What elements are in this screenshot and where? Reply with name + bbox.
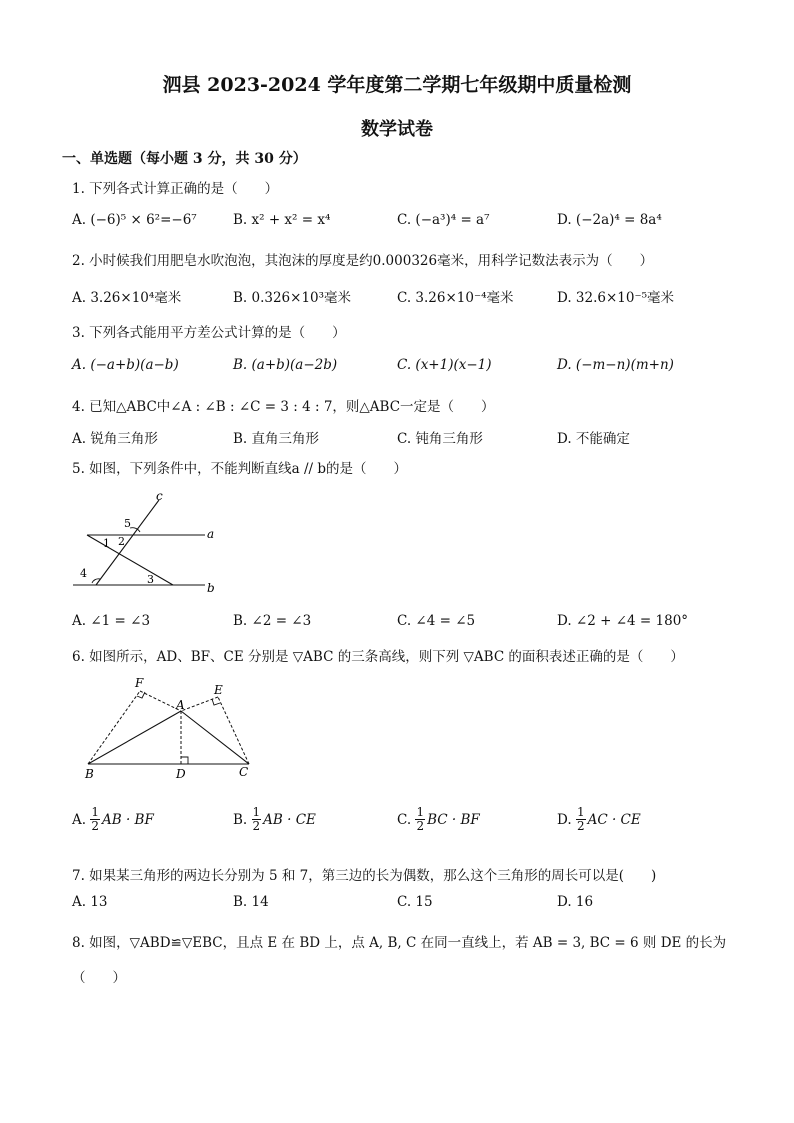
q4-option-d: D. 不能确定: [557, 431, 630, 447]
q6-option-a: [72, 806, 154, 833]
q6-option-d: [557, 806, 641, 833]
q6-option-d-letter: D.: [557, 811, 572, 828]
q3-option-c: C. (x+1)(x−1): [397, 357, 492, 373]
q2-option-b: B. 0.326×10³毫米: [233, 290, 352, 306]
label-c: C: [239, 765, 249, 779]
label-a: a: [207, 527, 215, 541]
frac-num: 1: [416, 805, 425, 819]
half-fraction: [90, 806, 100, 833]
label-d: D: [176, 767, 186, 781]
question-7-stem: 7. 如果某三角形的两边长分别为 5 和 7，第三边的长为偶数，那么这个三角形的周长可以是( ): [72, 868, 657, 884]
question-4-stem: 4. 已知△ABC中∠A : ∠B : ∠C = 3 : 4 : 7，则△ABC一定是（ ）: [72, 399, 495, 415]
q3-option-a: A. (−a+b)(a−b): [72, 357, 179, 373]
angle-4-label: 4: [80, 567, 87, 580]
angle-5-label: 5: [124, 517, 131, 530]
q7-option-b: B. 14: [233, 894, 269, 910]
q1-option-b: B. x² + x² = x⁴: [233, 212, 331, 228]
q1-option-a: A. (−6)⁵ × 6²=−6⁷: [72, 212, 197, 228]
half-fraction: [252, 806, 262, 833]
q3-option-b: B. (a+b)(a−2b): [233, 357, 338, 373]
frac-den: 2: [576, 819, 585, 833]
exam-subtitle: 数学试卷: [361, 119, 433, 140]
q5-option-b: B. ∠2 = ∠3: [233, 613, 312, 629]
section-heading: 一、单选题（每小题 3 分，共 30 分）: [62, 151, 307, 167]
q1-option-d: D. (−2a)⁴ = 8a⁴: [557, 212, 662, 228]
q4-option-a: A. 锐角三角形: [72, 431, 158, 447]
half-fraction: [415, 806, 425, 833]
q6-option-b-expr: AB · CE: [263, 811, 316, 828]
q5-option-d: D. ∠2 + ∠4 = 180°: [557, 613, 689, 629]
triangle-altitudes-figure: [80, 672, 260, 784]
label-b: B: [85, 767, 94, 781]
question-1-stem: 1. 下列各式计算正确的是（ ）: [72, 181, 279, 197]
label-b: b: [207, 581, 215, 595]
q2-option-a: A. 3.26×10⁴毫米: [72, 290, 182, 306]
q2-option-d: D. 32.6×10⁻⁵毫米: [557, 290, 675, 306]
q6-option-c-letter: C.: [397, 811, 412, 828]
frac-num: 1: [91, 805, 99, 819]
label-a: A: [176, 698, 185, 712]
q5-option-c: C. ∠4 = ∠5: [397, 613, 476, 629]
question-2-stem: 2. 小时候我们用肥皂水吹泡泡，其泡沫的厚度是约0.000326毫米，用科学记数法表示为（ ）: [72, 253, 654, 269]
q5-option-a: A. ∠1 = ∠3: [72, 613, 151, 629]
frac-den: 2: [416, 819, 425, 833]
q1-option-c: C. (−a³)⁴ = a⁷: [397, 212, 490, 228]
q6-option-b: [233, 806, 316, 833]
frac-num: 1: [252, 805, 261, 819]
q4-option-b: B. 直角三角形: [233, 431, 320, 447]
label-f: F: [135, 676, 144, 690]
frac-den: 2: [91, 819, 99, 833]
q7-option-a: A. 13: [72, 894, 108, 910]
question-5-stem: 5. 如图，下列条件中，不能判断直线a // b的是（ ）: [72, 461, 408, 477]
question-8-stem: 8. 如图，▽ABD≌▽EBC，且点 E 在 BD 上，点 A, B, C 在同一直线上，若 AB = 3, BC = 6 则 DE 的长为: [72, 935, 727, 951]
q3-option-d: D. (−m−n)(m+n): [557, 357, 674, 373]
q6-option-a-letter: A.: [72, 811, 87, 828]
angle-2-label: 2: [118, 535, 125, 548]
frac-den: 2: [252, 819, 261, 833]
question-6-stem: 6. 如图所示，AD、BF、CE 分别是 ▽ABC 的三条高线，则下列 ▽ABC 的面积表述正确的是（ ）: [72, 649, 684, 665]
q6-option-b-letter: B.: [233, 811, 248, 828]
exam-title: 泗县 2023-2024 学年度第二学期七年级期中质量检测: [162, 74, 632, 96]
q4-option-c: C. 钝角三角形: [397, 431, 483, 447]
question-8-continuation: （ ）: [72, 970, 126, 986]
q6-option-a-expr: AB · BF: [101, 811, 154, 828]
question-3-stem: 3. 下列各式能用平方差公式计算的是（ ）: [72, 325, 346, 341]
angle-3-label: 3: [147, 573, 154, 586]
half-fraction: [576, 806, 586, 833]
label-e: E: [214, 683, 223, 697]
q6-option-c-expr: BC · BF: [427, 811, 480, 828]
frac-num: 1: [576, 805, 585, 819]
label-c: c: [156, 489, 163, 503]
q6-option-c: [397, 806, 480, 833]
q2-option-c: C. 3.26×10⁻⁴毫米: [397, 290, 514, 306]
q6-option-d-expr: AC · CE: [587, 811, 641, 828]
q7-option-c: C. 15: [397, 894, 433, 910]
angle-1-label: 1: [103, 537, 110, 550]
parallel-lines-figure: [68, 488, 228, 598]
q7-option-d: D. 16: [557, 894, 594, 910]
